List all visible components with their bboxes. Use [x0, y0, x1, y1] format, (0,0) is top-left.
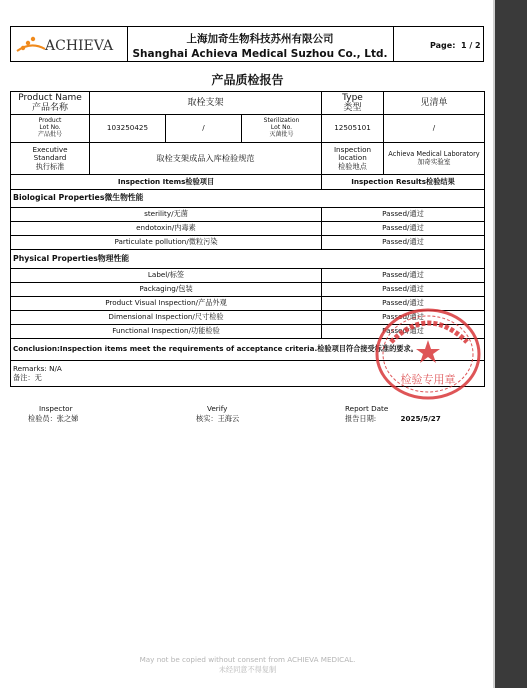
report-title: 产品质检报告 — [211, 73, 284, 87]
result-cell: Passed/通过 — [322, 222, 485, 236]
inspector-name: 检验员：张之娣 — [28, 413, 79, 423]
phys-section-heading: Physical Properties物理性能 — [11, 250, 485, 269]
sterilization-lot-value: 12505101 — [322, 115, 384, 143]
report-date-value: 2025/5/27 — [400, 413, 441, 423]
conclusion-text: Conclusion:Inspection items meet the requirements of acceptance criteria.检验项目符合接受标准的要求。 — [11, 339, 485, 361]
remarks-cn: 备注：无 — [13, 372, 42, 382]
result-cell: Passed/通过 — [322, 236, 485, 250]
footer-notice-en: May not be copied without consent from ACHIEVA MEDICAL. — [139, 655, 356, 664]
table-row — [11, 236, 485, 250]
company-logo — [11, 27, 128, 61]
result-cell: Passed/通过 — [322, 325, 485, 339]
product-name-row — [11, 92, 485, 115]
footer-notice-cn: 未经同意不得复制 — [218, 665, 277, 675]
column-header-row — [11, 175, 485, 190]
product-name-label: Product Name 产品名称 — [11, 92, 90, 115]
report-date-label: Report Date — [345, 404, 389, 413]
product-lot-label: Product Lot No. 产品批号 — [11, 115, 90, 143]
standard-row — [11, 143, 485, 175]
inspector-label: Inspector — [39, 404, 73, 413]
sterilization-lot-extra: / — [384, 115, 485, 143]
table-row — [11, 283, 485, 297]
item-cell: sterility/无菌 — [11, 208, 322, 222]
company-name-en: Shanghai Achieva Medical Suzhou Co., Ltd. — [132, 48, 388, 60]
location-label: Inspection location 检验地点 — [322, 143, 384, 175]
sterilization-lot-label: Sterilization Lot No. 灭菌批号 — [242, 115, 322, 143]
standard-value: 取栓支架成品入库检验规范 — [90, 143, 322, 175]
remarks-en: Remarks: N/A — [13, 364, 62, 374]
result-cell: Passed/通过 — [322, 269, 485, 283]
verify-signature — [196, 404, 239, 423]
result-cell: Passed/通过 — [322, 297, 485, 311]
page-label: Page: — [430, 41, 456, 50]
item-cell: Label/标签 — [11, 269, 322, 283]
page-number: 1 / 2 — [461, 41, 481, 50]
type-value: 见清单 — [384, 92, 485, 115]
type-label: Type 类型 — [322, 92, 384, 115]
item-cell: Particulate pollution/微粒污染 — [11, 236, 322, 250]
lot-row — [11, 115, 485, 143]
viewer-background — [495, 0, 527, 688]
column-header-results: Inspection Results检验结果 — [322, 175, 485, 190]
company-name-cn: 上海加奇生物科技苏州有限公司 — [186, 33, 334, 45]
inspector-signature — [28, 404, 78, 423]
bio-section-heading: Biological Properties微生物性能 — [11, 190, 485, 208]
result-cell: Passed/通过 — [322, 283, 485, 297]
column-header-items: Inspection Items检验项目 — [11, 175, 322, 190]
section-heading-row — [11, 250, 485, 269]
item-cell: Packaging/包装 — [11, 283, 322, 297]
footer — [0, 655, 495, 675]
section-heading-row — [11, 190, 485, 208]
item-cell: Dimensional Inspection/尺寸检验 — [11, 311, 322, 325]
product-lot-extra: / — [166, 115, 242, 143]
table-row — [11, 208, 485, 222]
svg-text:ACHIEVA: ACHIEVA — [45, 38, 114, 54]
verify-label: Verify — [207, 404, 228, 413]
location-value: Achieva Medical Laboratory 加奇实验室 — [384, 143, 485, 175]
item-cell: endotoxin/内毒素 — [11, 222, 322, 236]
product-lot-value: 103250425 — [90, 115, 166, 143]
report-header — [10, 26, 484, 62]
page-number-block — [393, 27, 483, 61]
stamp-label: 检验专用章 — [400, 373, 456, 386]
item-cell: Functional Inspection/功能检验 — [11, 325, 322, 339]
standard-label: Executive Standard 执行标准 — [11, 143, 90, 175]
achieva-logo-icon — [11, 27, 127, 61]
item-cell: Product Visual Inspection/产品外观 — [11, 297, 322, 311]
company-name-block — [127, 27, 394, 61]
result-cell: Passed/通过 — [322, 311, 485, 325]
report-date-cn-label: 报告日期: 2025/5/27 — [345, 413, 441, 423]
table-row — [11, 222, 485, 236]
verifier-name: 核实：王海云 — [196, 413, 240, 423]
table-row — [11, 269, 485, 283]
result-cell: Passed/通过 — [322, 208, 485, 222]
report-date-block — [345, 404, 441, 423]
inspection-seal-stamp — [373, 306, 483, 402]
product-name-value: 取栓支架 — [90, 92, 322, 115]
